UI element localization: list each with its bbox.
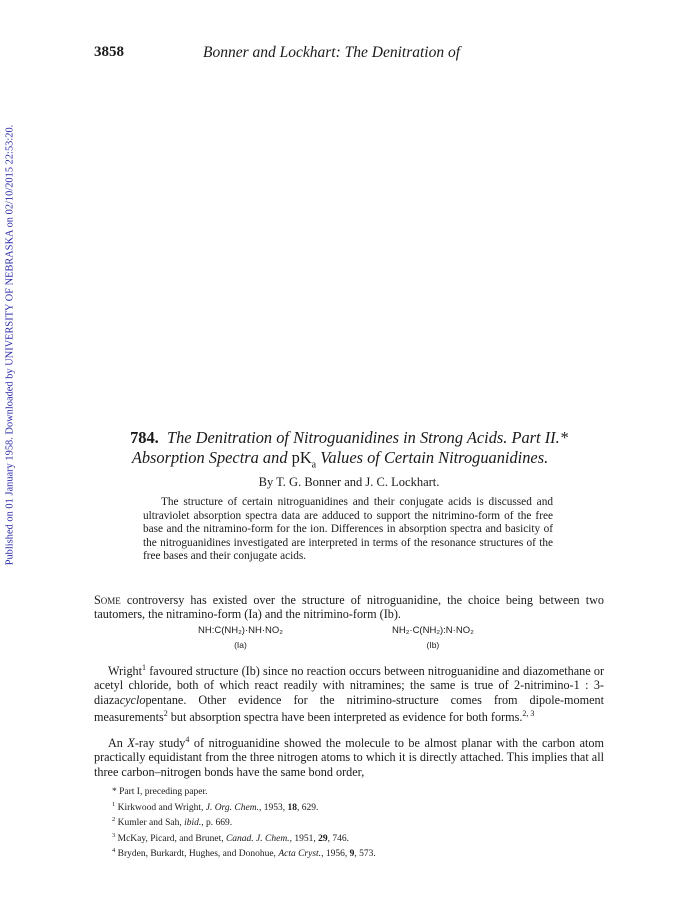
formula-ib-label: (Ib): [426, 640, 440, 650]
paragraph-3-text: [94, 733, 604, 779]
p3-c: -ray study: [134, 736, 186, 751]
article-number: 784.: [130, 428, 159, 447]
title-line-2-post: Values of Certain Nitroguanidines.: [316, 448, 549, 467]
p3-x: X: [127, 736, 135, 751]
paragraph-1-body: controversy has existed over the structure of nitroguanidine, the choice being between two tautomers, the nitramino-form (Ia) and the nitrimino-form (Ib).: [94, 593, 604, 622]
fn3-a: McKay, Picard, and Brunet,: [117, 833, 226, 844]
paragraph-2-text: [94, 661, 604, 724]
footnotes: [112, 787, 602, 861]
tautomer-formulas: [94, 625, 604, 655]
footnote-4-mark: 4: [112, 847, 116, 855]
ref-2: 2: [163, 708, 168, 718]
fn1-vol: 18: [287, 802, 297, 813]
authors: By T. G. Bonner and J. C. Lockhart.: [258, 475, 440, 489]
ref-1: 1: [142, 663, 147, 672]
running-head: Bonner and Lockhart: The Denitration of: [203, 44, 461, 61]
footnote-3-mark: 3: [112, 831, 116, 839]
title-line-1: [94, 428, 604, 448]
title-pk: pK: [291, 448, 312, 467]
article-title: [94, 428, 604, 475]
footnote-3: [112, 830, 602, 846]
footnote-1-mark: 1: [112, 800, 116, 808]
ref-4: 4: [185, 735, 190, 744]
title-line-2: [76, 448, 604, 475]
fn3-b: , 1951,: [289, 833, 319, 844]
paragraph-3: [94, 733, 604, 779]
title-line-1-text: The Denitration of Nitroguanidines in Strong Acids. Part II.*: [166, 428, 568, 447]
abstract: [143, 496, 553, 564]
fn1-b: , 1953,: [258, 802, 288, 813]
fn1-c: , 629.: [296, 802, 319, 813]
fn1-journal: J. Org. Chem.: [205, 802, 259, 813]
formula-ia: [198, 625, 283, 650]
fn1-a: Kirkwood and Wright,: [117, 802, 206, 813]
footnote-star-mark: *: [112, 787, 117, 797]
ref-2-3: 2, 3: [522, 708, 535, 718]
page-number: 3858: [94, 44, 124, 60]
fn4-c: , 573.: [354, 849, 376, 860]
footnote-star: [112, 787, 602, 799]
formula-ia-label: (Ia): [234, 640, 247, 650]
formula-ia-text: NH:C(NH₂)·NH·NO₂: [198, 625, 283, 636]
footnote-4: [112, 845, 602, 861]
footnote-1: [112, 799, 602, 815]
footnote-star-text: Part I, preceding paper.: [119, 787, 208, 797]
paragraph-1: [94, 593, 604, 622]
p2-d: pentane. Other evidence for the nitrimino-structure comes from dipole-moment measurements: [94, 692, 604, 725]
title-pk-sub: a: [311, 459, 317, 471]
footnote-2-mark: 2: [112, 816, 116, 824]
fn3-vol: 29: [318, 833, 328, 844]
abstract-text: The structure of certain nitroguanidines and their conjugate acids is discussed and ultraviolet absorption spectra data are adduced to support the nitrimino-form of the free base and the nitramino-form for the ion. Differences in absorption spectra and basicity of the nitroguanidines investigated are interpreted in terms of the resonance structures of the free bases and their conjugate acids.: [143, 496, 553, 562]
fn4-a: Bryden, Burkardt, Hughes, and Donohue,: [117, 849, 279, 860]
p2-cyclo: cyclo: [119, 692, 146, 707]
fn4-b: , 1956,: [321, 849, 350, 860]
p3-d: of nitroguanidine showed the molecule to be almost planar with the carbon atom practically equidistant from the three nitrogen atoms to which it is directly attached. This implies that all three carbon–nitrogen bonds have the same bond order,: [94, 736, 604, 779]
paragraph-2: [94, 661, 604, 724]
fn4-vol: 9: [349, 849, 355, 860]
fn3-c: , 746.: [327, 833, 349, 844]
fn4-journal: Acta Cryst.: [278, 849, 322, 860]
p2-b: favoured structure (Ib) since no reaction occurs between nitroguanidine and diazomethane or acetyl chloride, both of which react readily with nitramines; the same is true of 2-nitrimino-1 : 3-diaza: [94, 664, 604, 707]
title-line-2-pre: Absorption Spectra and: [131, 448, 292, 467]
p3-a: An: [108, 736, 128, 751]
paragraph-1-lead: Some: [94, 593, 121, 607]
fn2-a: Kumler and Sah,: [117, 818, 185, 829]
page-header: [94, 44, 604, 64]
p2-a: Wright: [108, 664, 143, 679]
download-watermark-text: Published on 01 January 1958. Downloaded by UNIVERSITY OF NEBRASKA on 02/10/2015 22:53:20.: [4, 124, 16, 566]
p2-e: but absorption spectra have been interpreted as evidence for both forms.: [167, 710, 523, 725]
formula-ib: [392, 625, 474, 650]
footnote-2: [112, 814, 602, 830]
fn3-journal: Canad. J. Chem.: [225, 833, 290, 844]
formula-ib-text: NH₂·C(NH₂):N·NO₂: [392, 625, 474, 636]
fn2-ibid: ibid.: [184, 818, 202, 829]
download-watermark: [3, 115, 17, 575]
fn2-b: , p. 669.: [201, 818, 233, 829]
paragraph-1-text: [94, 593, 604, 622]
